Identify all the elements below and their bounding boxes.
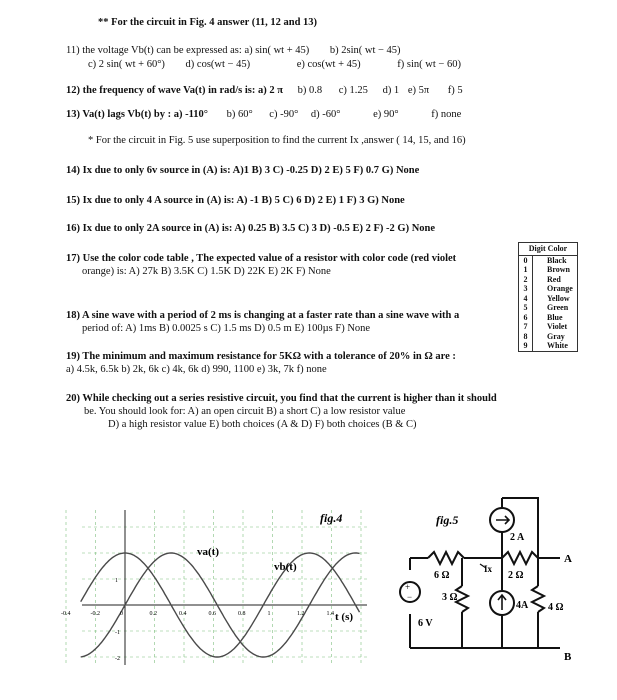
color-table-row — [519, 303, 577, 313]
q20-line3: D) a high resistor value E) both choices (A & D) F) both choices (B & C) — [108, 419, 417, 430]
color-table-row — [519, 332, 577, 342]
fig4-x-tick-label: 1 — [267, 611, 271, 617]
color-table-color: Violet — [547, 322, 568, 331]
q19-line1: 19) The minimum and maximum resistance for 5KΩ with a tolerance of 20% in Ω are : — [66, 351, 456, 362]
color-table-color: White — [547, 341, 568, 350]
q11-option-e: e) cos(wt + 45) — [296, 59, 361, 70]
color-table-row — [519, 275, 577, 285]
label-2a: 2 A — [510, 532, 525, 543]
svg-text:+: + — [405, 582, 411, 592]
fig4-title: fig.4 — [320, 511, 343, 525]
q17-line1: 17) Use the color code table , The expected value of a resistor with color code (red violet — [66, 253, 457, 264]
q11-line2 — [88, 58, 461, 71]
color-code-table — [518, 242, 578, 352]
fig4-grid — [66, 510, 367, 665]
q13-option-f: f) none — [431, 109, 462, 120]
label-node-b: B — [564, 651, 572, 663]
fig4-x-tick-label: 0.4 — [179, 611, 187, 617]
fig4-x-tick-label: 0.2 — [149, 611, 157, 617]
q11-stem: 11) the voltage Vb(t) can be expressed as: a) sin( wt + 45) — [66, 45, 310, 56]
fig4-x-tick-label: 1.2 — [297, 611, 305, 617]
color-table-color: Blue — [547, 312, 563, 322]
resistor-4ohm — [532, 586, 544, 612]
label-node-a: A — [564, 553, 572, 565]
fig5-title: fig.5 — [436, 513, 459, 527]
color-table-color: Red — [547, 274, 561, 284]
fig4-label-vb: vb(t) — [274, 561, 297, 573]
q12-line — [66, 84, 463, 97]
color-table-digit: 8 — [519, 332, 533, 342]
wire-4ohm-bottom — [538, 612, 560, 648]
label-4a: 4A — [516, 600, 529, 611]
q11-option-f: f) sin( wt − 60) — [397, 59, 461, 70]
q20-line1: 20) While checking out a series resistive circuit, you find that the current is higher than it should — [66, 393, 497, 404]
fig4-plot — [61, 500, 372, 670]
q13-option-c: c) -90° — [269, 109, 299, 120]
fig5-circuit — [398, 498, 588, 668]
color-table-color: Brown — [547, 265, 570, 274]
fig4-y-tick-label: -2 — [115, 656, 120, 662]
color-table-digit: 0 — [519, 256, 533, 266]
color-table-digit: 2 — [519, 275, 533, 285]
resistor-6ohm — [428, 552, 464, 564]
q18-line2: period of: A) 1ms B) 0.0025 s C) 1.5 ms D) 0.5 m E) 100µs F) None — [82, 323, 371, 334]
color-table-row — [519, 313, 577, 323]
q18-line1: 18) A sine wave with a period of 2 ms is changing at a faster rate than a sine wave with a — [66, 310, 460, 321]
resistor-2ohm — [502, 552, 538, 564]
fig4-x-tick-label: -0.2 — [90, 611, 100, 617]
fig4-y-tick-label: 1 — [115, 578, 118, 584]
q16-line: 16) Ix due to only 2A source in (A) is: A) 0.25 B) 3.5 C) 3 D) -0.5 E) 2 F) -2 G) None — [66, 223, 436, 234]
label-4ohm: 4 Ω — [548, 602, 564, 613]
label-2ohm: 2 Ω — [508, 570, 524, 581]
q12-option-b: b) 0.8 — [297, 85, 323, 96]
q13-option-b: b) 60° — [226, 109, 253, 120]
q11-option-d: d) cos(wt − 45) — [185, 59, 251, 70]
color-table-row — [519, 265, 577, 275]
color-table-color: Black — [547, 255, 567, 265]
q12-option-e: e) 5π — [407, 85, 430, 96]
fig4-x-ticks — [61, 611, 334, 617]
label-ix: Ix — [484, 564, 493, 574]
q11-line1 — [66, 44, 401, 57]
superposition-note: * For the circuit in Fig. 5 use superposition to find the current Ix ,answer ( 14, 15, and 16) — [88, 135, 466, 146]
color-table-digit: 6 — [519, 313, 533, 323]
q12-option-c: c) 1.25 — [338, 85, 368, 96]
color-table-row — [519, 256, 577, 266]
q19-line2: a) 4.5k, 6.5k b) 2k, 6k c) 4k, 6k d) 990, 1100 e) 3k, 7k f) none — [66, 364, 327, 375]
color-table-row — [519, 322, 577, 332]
q12-stem: 12) the frequency of wave Va(t) in rad/s is: a) 2 π — [66, 85, 284, 96]
section-header: ** For the circuit in Fig. 4 answer (11, 12 and 13) — [98, 17, 318, 28]
fig4-x-tick-label: 0.8 — [238, 611, 246, 617]
color-table-color: Yellow — [547, 293, 570, 303]
fig4-y-tick-label: -1 — [115, 630, 120, 636]
fig4-x-tick-label: -0.4 — [61, 611, 71, 617]
q11-option-b: b) 2sin( wt − 45) — [329, 45, 401, 56]
q15-line: 15) Ix due to only 4 A source in (A) is: A) -1 B) 5 C) 6 D) 2 E) 1 F) 3 G) None — [66, 195, 405, 206]
resistor-3ohm — [456, 586, 468, 612]
svg-text:−: − — [407, 592, 413, 602]
color-table-color: Gray — [547, 331, 565, 341]
color-table-color: Green — [547, 303, 569, 312]
q20-line2: be. You should look for: A) an open circuit B) a short C) a low resistor value — [84, 406, 406, 417]
fig4-x-tick-label: 1.4 — [326, 611, 334, 617]
color-table-row — [519, 341, 577, 351]
fig4-x-tick-label: 0 — [120, 611, 123, 617]
color-table-digit: 1 — [519, 265, 533, 275]
wire-top-left — [410, 558, 428, 570]
q13-stem: 13) Va(t) lags Vb(t) by : a) -110° — [66, 109, 208, 120]
q13-line — [66, 108, 461, 121]
color-table-title: Digit Color — [519, 243, 577, 256]
label-6v: 6 V — [418, 618, 433, 629]
fig4-x-tick-label: 0.6 — [208, 611, 216, 617]
color-table-digit: 5 — [519, 303, 533, 313]
label-3ohm: 3 Ω — [442, 592, 458, 603]
q12-option-d: d) 1 — [382, 85, 400, 96]
color-table-digit: 9 — [519, 341, 533, 351]
fig4-xlabel: t (s) — [335, 611, 354, 623]
color-table-row — [519, 284, 577, 294]
color-table-row — [519, 294, 577, 304]
color-table-color: Orange — [547, 284, 573, 293]
fig4-label-va: va(t) — [197, 546, 219, 558]
color-table-digit: 7 — [519, 322, 533, 332]
color-table-digit: 3 — [519, 284, 533, 294]
color-table-digit: 4 — [519, 294, 533, 304]
q17-line2: orange) is: A) 27k B) 3.5K C) 1.5K D) 22K E) 2K F) None — [82, 266, 331, 277]
q14-line: 14) Ix due to only 6v source in (A) is: A)1 B) 3 C) -0.25 D) 2 E) 5 F) 0.7 G) None — [66, 165, 420, 176]
q13-option-e: e) 90° — [373, 109, 399, 120]
q11-option-c: c) 2 sin( wt + 60°) — [88, 59, 165, 70]
label-6ohm: 6 Ω — [434, 570, 450, 581]
q12-option-f: f) 5 — [447, 85, 463, 96]
q13-option-d: d) -60° — [310, 109, 341, 120]
